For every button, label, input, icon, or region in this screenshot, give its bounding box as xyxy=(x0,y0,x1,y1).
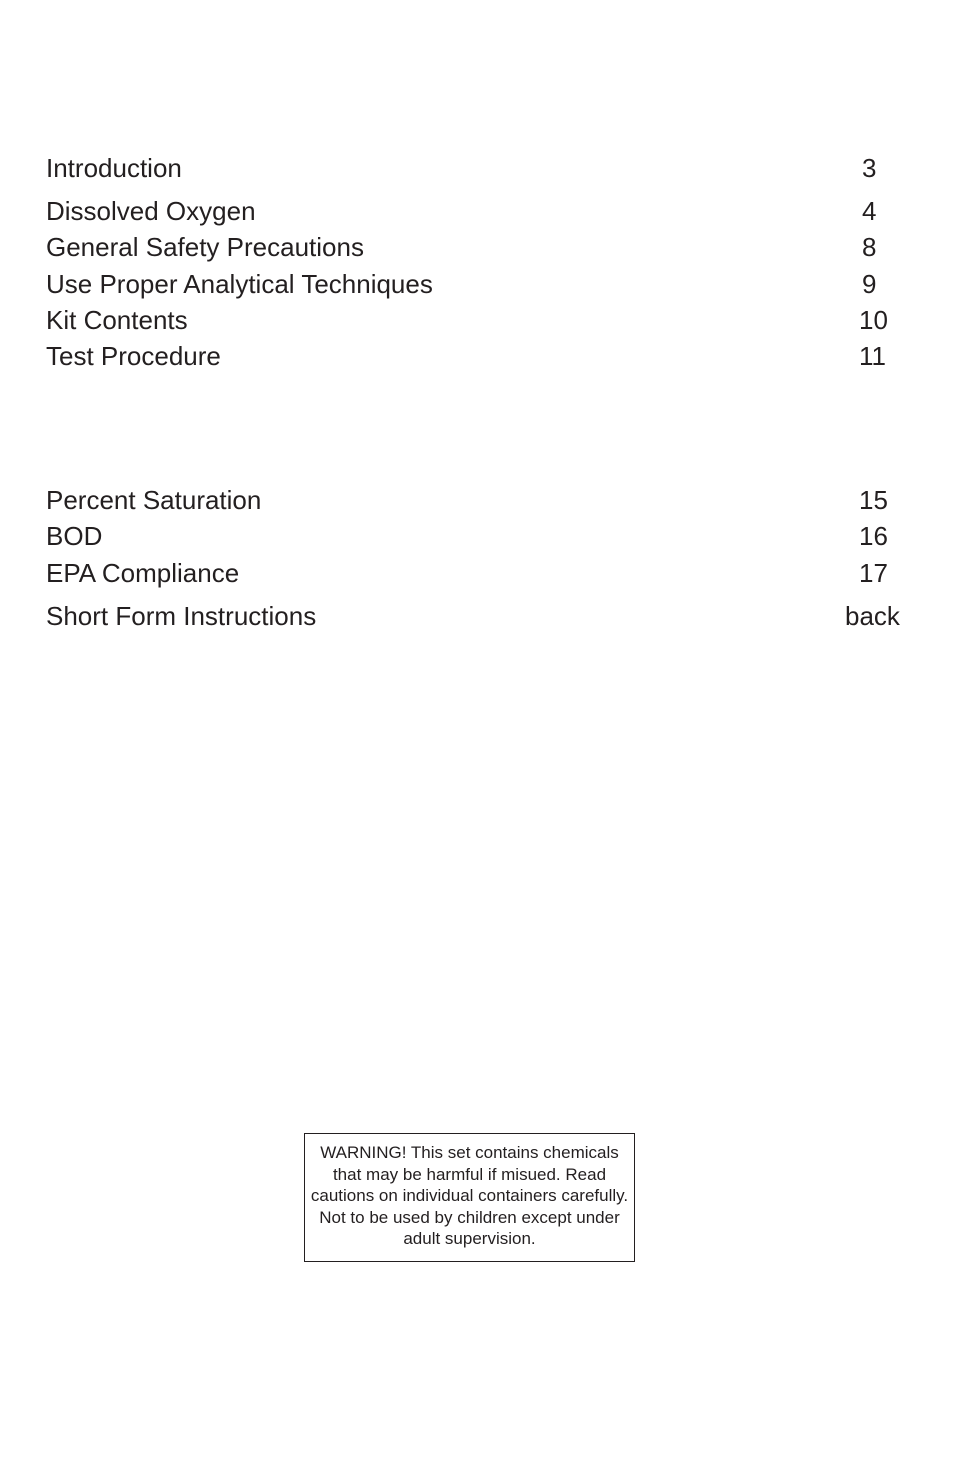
toc-entry-page: 10 xyxy=(859,305,888,335)
toc-entry-page: 4 xyxy=(862,196,877,226)
toc-entry-title: Percent Saturation xyxy=(46,485,262,515)
toc-entry-page: 3 xyxy=(862,153,877,183)
toc-entry-page: 11 xyxy=(859,341,886,371)
toc-entry-page: 15 xyxy=(859,485,888,515)
toc-entry-title: General Safety Precautions xyxy=(46,232,364,262)
warning-text: WARNING! This set contains chemicals that may be harmful if misued. Read cautions on individual containers carefully. Not to be used by children except under adult supervision. xyxy=(310,1143,629,1248)
toc-entry-page: 8 xyxy=(862,232,877,262)
toc-entry-analytical-techniques xyxy=(46,267,906,301)
toc-entry-general-safety-precautions xyxy=(46,230,906,264)
toc-entry-epa-compliance xyxy=(46,556,906,590)
toc-entry-title: Kit Contents xyxy=(46,305,188,335)
toc-entry-title: Use Proper Analytical Techniques xyxy=(46,269,433,299)
toc-entry-introduction xyxy=(46,151,906,185)
toc-entry-page: back xyxy=(845,601,900,631)
warning-box xyxy=(304,1133,635,1262)
toc-entry-title: EPA Compliance xyxy=(46,558,240,588)
toc-entry-percent-saturation xyxy=(46,483,906,517)
toc-entry-dissolved-oxygen xyxy=(46,194,906,228)
toc-entry-title: Introduction xyxy=(46,153,182,183)
toc-entry-title: Test Procedure xyxy=(46,341,221,371)
toc-entry-title: Dissolved Oxygen xyxy=(46,196,256,226)
toc-entry-title: Short Form Instructions xyxy=(46,601,317,631)
toc-entry-title: BOD xyxy=(46,521,103,551)
toc-entry-short-form-instructions xyxy=(46,599,906,633)
toc-entry-kit-contents xyxy=(46,303,906,337)
toc-entry-page: 9 xyxy=(862,269,877,299)
toc-entry-test-procedure xyxy=(46,339,906,373)
toc-entry-page: 16 xyxy=(859,521,888,551)
toc-entry-bod xyxy=(46,519,906,553)
toc-entry-page: 17 xyxy=(859,558,888,588)
